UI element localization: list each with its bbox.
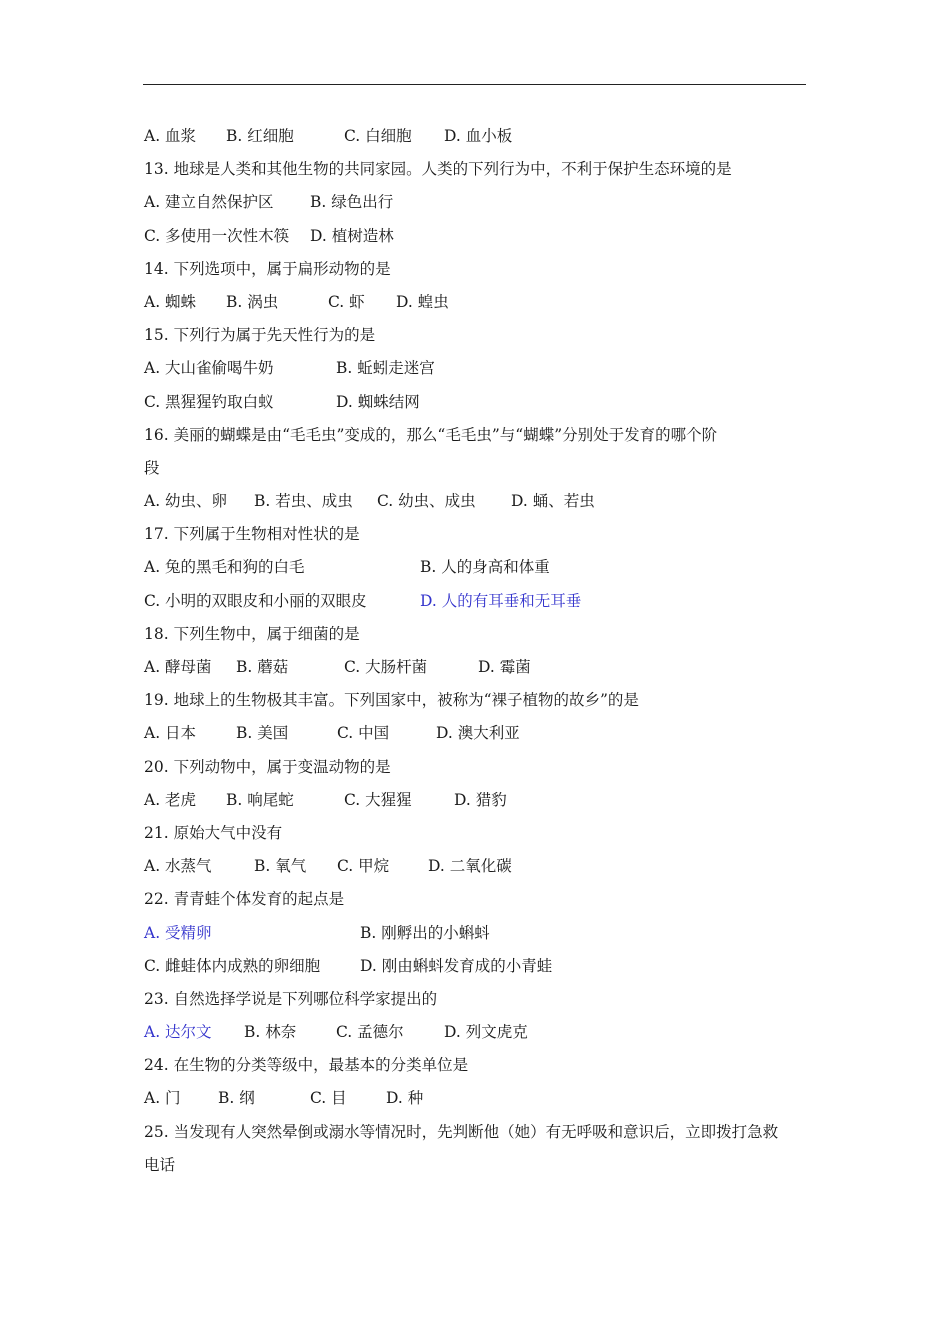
- answer-option: C. 大肠杆菌: [344, 658, 428, 676]
- answer-option: A. 水蒸气: [144, 857, 212, 876]
- answer-option: D. 列文虎克: [444, 1023, 528, 1042]
- answer-option: A. 老虎: [144, 790, 197, 809]
- option-row: [144, 123, 824, 156]
- option-row: [144, 189, 824, 222]
- option-row: [144, 787, 824, 820]
- answer-option: C. 中国: [337, 724, 390, 743]
- answer-option: D. 植树造林: [310, 226, 394, 245]
- answer-option: D. 刚由蝌蚪发育成的小青蛙: [360, 956, 553, 975]
- answer-option: C. 大猩猩: [344, 790, 412, 809]
- answer-option: D. 蝗虫: [396, 292, 449, 311]
- question-text: 24. 在生物的分类等级中，最基本的分类单位是: [144, 1056, 469, 1075]
- option-row: [144, 223, 824, 256]
- question-text: 段: [144, 458, 160, 477]
- question-text: 18. 下列生物中，属于细菌的是: [144, 624, 360, 643]
- answer-option: C. 甲烷: [337, 857, 390, 876]
- question-text: 14. 下列选项中，属于扁形动物的是: [144, 259, 391, 278]
- answer-option: D. 猎豹: [454, 790, 507, 809]
- answer-option: A. 门: [144, 1089, 181, 1108]
- answer-option: C. 孟德尔: [336, 1023, 404, 1042]
- answer-option: A. 兔的黑毛和狗的白毛: [144, 558, 305, 577]
- answer-option: A. 酵母菌: [144, 658, 212, 676]
- answer-option: B. 林奈: [244, 1023, 297, 1042]
- answer-option: B. 蚯蚓走迷宫: [336, 359, 435, 378]
- answer-option: B. 绿色出行: [310, 193, 394, 212]
- answer-option: C. 黑猩猩钓取白蚁: [144, 392, 274, 411]
- question-text: 15. 下列行为属于先天性行为的是: [144, 326, 376, 345]
- question-text: 22. 青青蛙个体发育的起点是: [144, 890, 345, 909]
- option-row: [144, 1085, 824, 1118]
- option-row: [144, 720, 824, 753]
- question-text: 16. 美丽的蝴蝶是由“毛毛虫”变成的，那么“毛毛虫”与“蝴蝶”分别处于发育的哪个阶: [144, 425, 718, 444]
- answer-option: D. 霉菌: [478, 658, 531, 676]
- answer-option: B. 涡虫: [226, 292, 279, 311]
- answer-option: A. 日本: [144, 724, 197, 743]
- answer-option: C. 虾: [328, 292, 365, 311]
- option-row: [144, 920, 824, 953]
- question-text: 17. 下列属于生物相对性状的是: [144, 525, 360, 544]
- answer-option: A. 蜘蛛: [144, 292, 197, 311]
- answer-option: A. 受精卵: [144, 923, 212, 942]
- question-text: 25. 当发现有人突然晕倒或溺水等情况时，先判断他（她）有无呼吸和意识后，立即拨打急救: [144, 1122, 779, 1141]
- option-row: [144, 389, 824, 422]
- answer-option: B. 刚孵出的小蝌蚪: [360, 923, 490, 942]
- option-row: [144, 488, 824, 521]
- option-row: [144, 654, 824, 687]
- question-list: [144, 123, 824, 1185]
- answer-option: C. 雌蛙体内成熟的卵细胞: [144, 956, 321, 975]
- answer-option: C. 多使用一次性木筷: [144, 226, 290, 245]
- question-text: 21. 原始大气中没有: [144, 823, 283, 842]
- answer-option: A. 幼虫、卵: [144, 492, 228, 511]
- answer-option: D. 血小板: [444, 127, 513, 145]
- answer-option: A. 建立自然保护区: [144, 193, 274, 212]
- answer-option: C. 幼虫、成虫: [377, 492, 476, 511]
- answer-option: B. 纲: [218, 1089, 255, 1108]
- answer-option: B. 氧气: [254, 857, 307, 876]
- answer-option: B. 人的身高和体重: [420, 558, 550, 577]
- answer-option: C. 白细胞: [344, 127, 412, 145]
- option-row: [144, 554, 824, 587]
- header-rule: [143, 84, 806, 85]
- answer-option: B. 红细胞: [226, 127, 294, 145]
- option-row: [144, 588, 824, 621]
- question-text: 电话: [144, 1155, 176, 1174]
- question-text: 19. 地球上的生物极其丰富。下列国家中，被称为“裸子植物的故乡”的是: [144, 691, 639, 710]
- answer-option: B. 蘑菇: [236, 658, 289, 676]
- answer-option: D. 人的有耳垂和无耳垂: [420, 591, 582, 610]
- answer-option: D. 蛹、若虫: [511, 492, 595, 511]
- answer-option: B. 美国: [236, 724, 289, 743]
- question-text: 23. 自然选择学说是下列哪位科学家提出的: [144, 989, 438, 1008]
- answer-option: D. 澳大利亚: [436, 724, 520, 743]
- answer-option: C. 目: [310, 1089, 347, 1108]
- answer-option: A. 大山雀偷喝牛奶: [144, 359, 274, 378]
- option-row: [144, 355, 824, 388]
- option-row: [144, 953, 824, 986]
- question-text: 13. 地球是人类和其他生物的共同家园。人类的下列行为中，不利于保护生态环境的是: [144, 160, 732, 179]
- answer-option: B. 若虫、成虫: [254, 492, 353, 511]
- option-row: [144, 1019, 824, 1052]
- question-text: 20. 下列动物中，属于变温动物的是: [144, 757, 391, 776]
- answer-option: B. 响尾蛇: [226, 790, 294, 809]
- option-row: [144, 853, 824, 886]
- answer-option: D. 蜘蛛结网: [336, 392, 420, 411]
- answer-option: D. 种: [386, 1089, 424, 1108]
- answer-option: A. 血浆: [144, 127, 197, 145]
- answer-option: A. 达尔文: [144, 1023, 212, 1042]
- option-row: [144, 289, 824, 322]
- answer-option: D. 二氧化碳: [428, 857, 512, 876]
- answer-option: C. 小明的双眼皮和小丽的双眼皮: [144, 591, 367, 610]
